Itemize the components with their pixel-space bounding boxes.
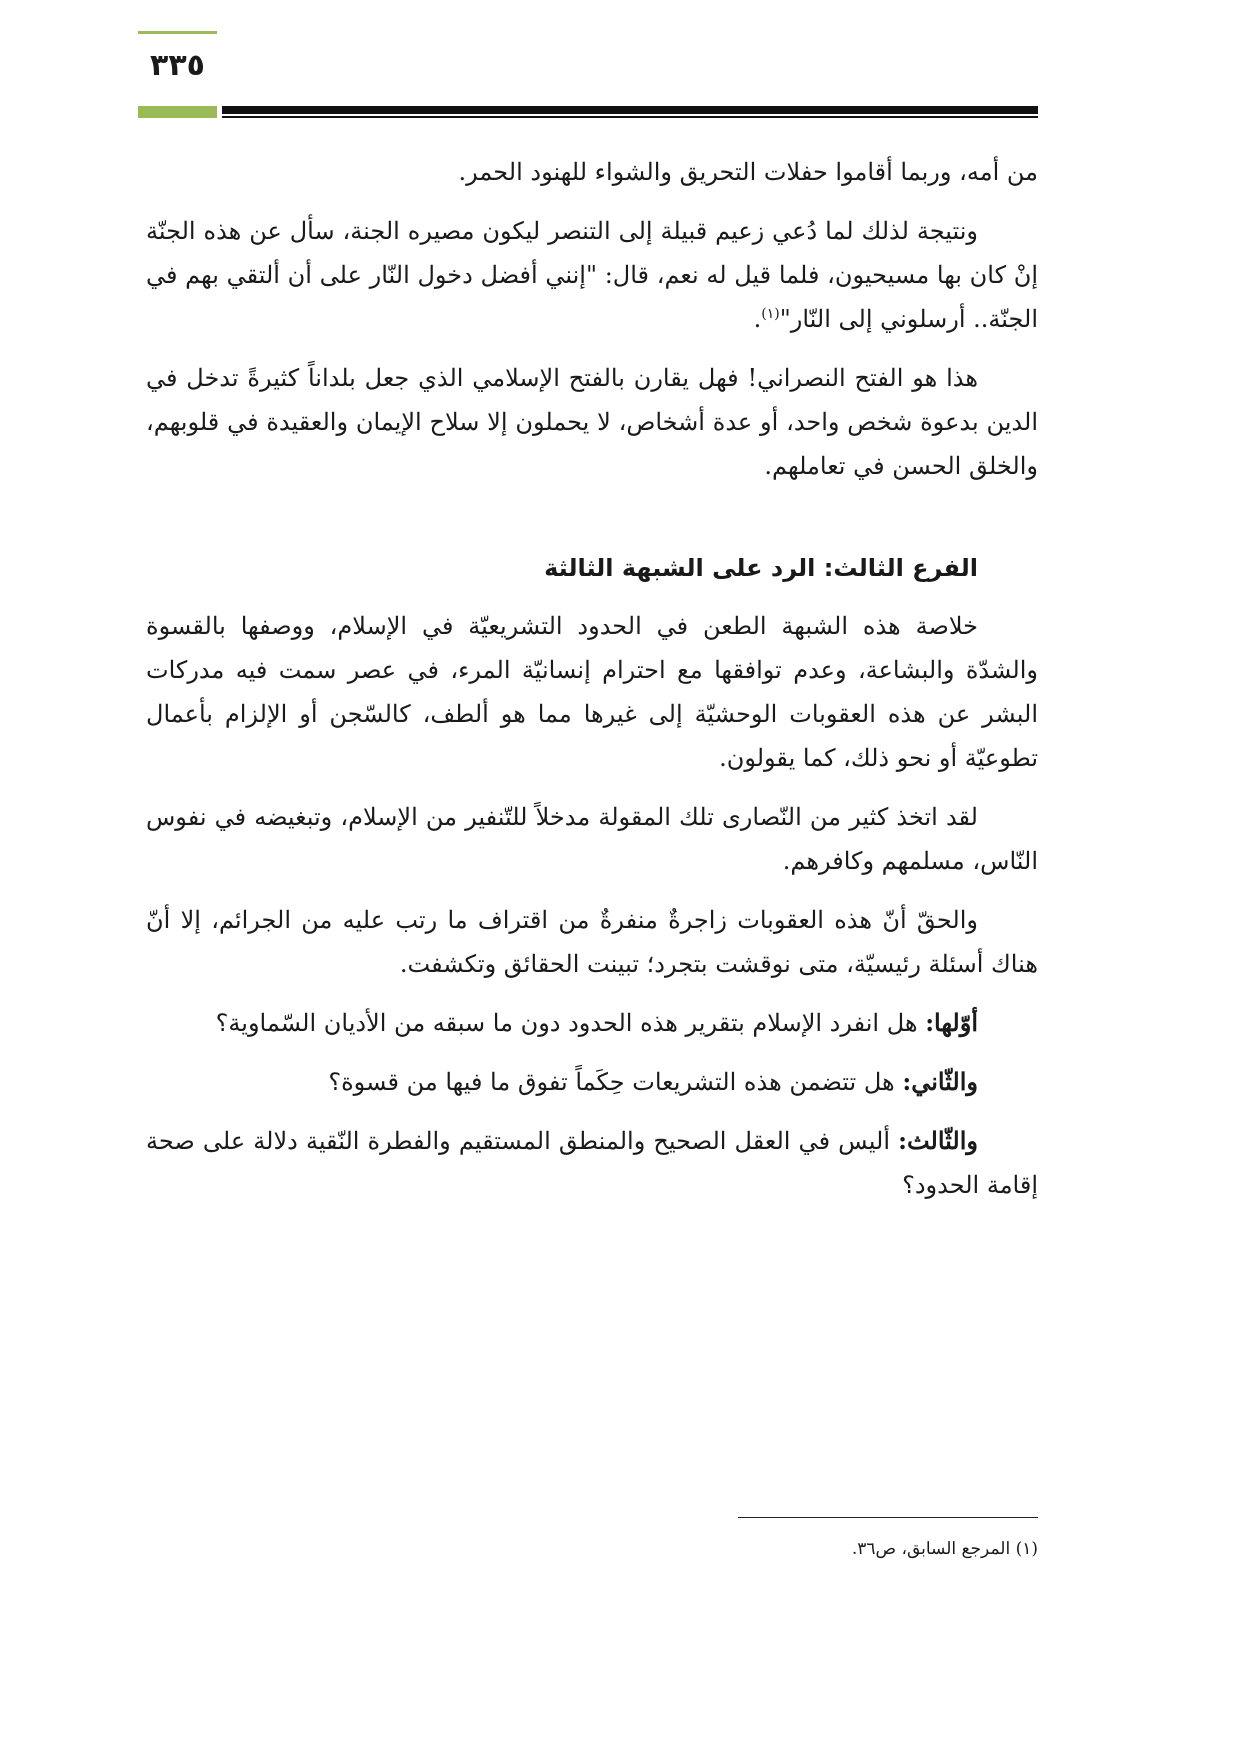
page-body xyxy=(146,150,1038,1222)
paragraph-3 xyxy=(146,356,1038,488)
question-3-lead: والثّالث: xyxy=(898,1126,978,1155)
paragraph-1: من أمه، وربما أقاموا حفلات التحريق والشواء للهنود الحمر. xyxy=(458,158,1038,186)
header-rule-accent xyxy=(138,106,217,118)
question-3-text: أليس في العقل الصحيح والمنطق المستقيم والفطرة النّقية دلالة على صحة إقامة الحدود؟ xyxy=(146,1127,1038,1199)
paragraph-2-end: . xyxy=(753,305,762,333)
footnote-1: (١) المرجع السابق، ص٣٦. xyxy=(851,1539,1038,1559)
question-1-lead: أوّلها: xyxy=(925,1008,978,1037)
paragraph-5: لقد اتخذ كثير من النّصارى تلك المقولة مدخلاً للتّنفير من الإسلام، وتبغيضه في نفوس النّاس، مسلمهم وكافرهم. xyxy=(146,803,1038,875)
question-3 xyxy=(146,1119,1038,1207)
header-rule-thick xyxy=(222,106,1038,114)
section-heading-separator: : xyxy=(815,554,834,582)
page-number-accent-bar xyxy=(138,31,217,34)
section-heading-lead: الفرع الثالث xyxy=(833,554,978,582)
paragraph-3-lead: هذا هو الفتح النصراني! xyxy=(747,364,979,392)
paragraph-3-text: فهل يقارن بالفتح الإسلامي الذي جعل بلداناً كثيرةً تدخل في الدين بدعوة شخص واحد، أو عدة أشخاص، لا يحملون إلا سلاح الإيمان والعقيدة في قلوبهم، والخلق الحسن في تعاملهم. xyxy=(146,364,1038,480)
question-2-lead: والثّاني: xyxy=(902,1067,978,1096)
page-number: ٣٣٥ xyxy=(150,48,205,83)
header-rule-thin xyxy=(222,116,1038,118)
paragraph-4: خلاصة هذه الشبهة الطعن في الحدود التشريعيّة في الإسلام، ووصفها بالقسوة والشدّة والبشاعة، وعدم توافقها مع احترام إنسانيّة المرء، في عصر سمت فيه مدركات البشر عن هذه العقوبات الوحشيّة إلى غيرها مما هو ألطف، كالسّجن أو الإلزام بأعمال تطوعيّة أو نحو ذلك، كما يقولون. xyxy=(146,612,1038,772)
question-2 xyxy=(146,1060,1038,1104)
paragraph-6: والحقّ أنّ هذه العقوبات زاجرةٌ منفرةٌ من اقتراف ما رتب عليه من الجرائم، إلا أنّ هناك أسئلة رئيسيّة، متى نوقشت بتجرد؛ تبينت الحقائق وتكشفت. xyxy=(146,906,1038,978)
question-1-text: هل انفرد الإسلام بتقرير هذه الحدود دون ما سبقه من الأديان السّماوية؟ xyxy=(215,1009,926,1037)
section-heading xyxy=(146,546,1038,590)
footnote-separator xyxy=(738,1517,1038,1518)
question-1 xyxy=(146,1001,1038,1045)
footnote-reference[interactable]: (١) xyxy=(761,306,780,322)
paragraph-2-text: ونتيجة لذلك لما دُعي زعيم قبيلة إلى التنصر ليكون مصيره الجنة، سأل عن هذه الجنّة إنْ كان بها مسيحيون، فلما قيل له نعم، قال: "إنني أفضل دخول النّار على أن ألتقي بهم في الجنّة.. أرسلوني إلى النّار" xyxy=(146,217,1038,333)
paragraph-2 xyxy=(146,209,1038,341)
section-heading-title: الرد على الشبهة الثالثة xyxy=(544,554,816,582)
question-2-text: هل تتضمن هذه التشريعات حِكَماً تفوق ما فيها من قسوة؟ xyxy=(328,1068,903,1096)
